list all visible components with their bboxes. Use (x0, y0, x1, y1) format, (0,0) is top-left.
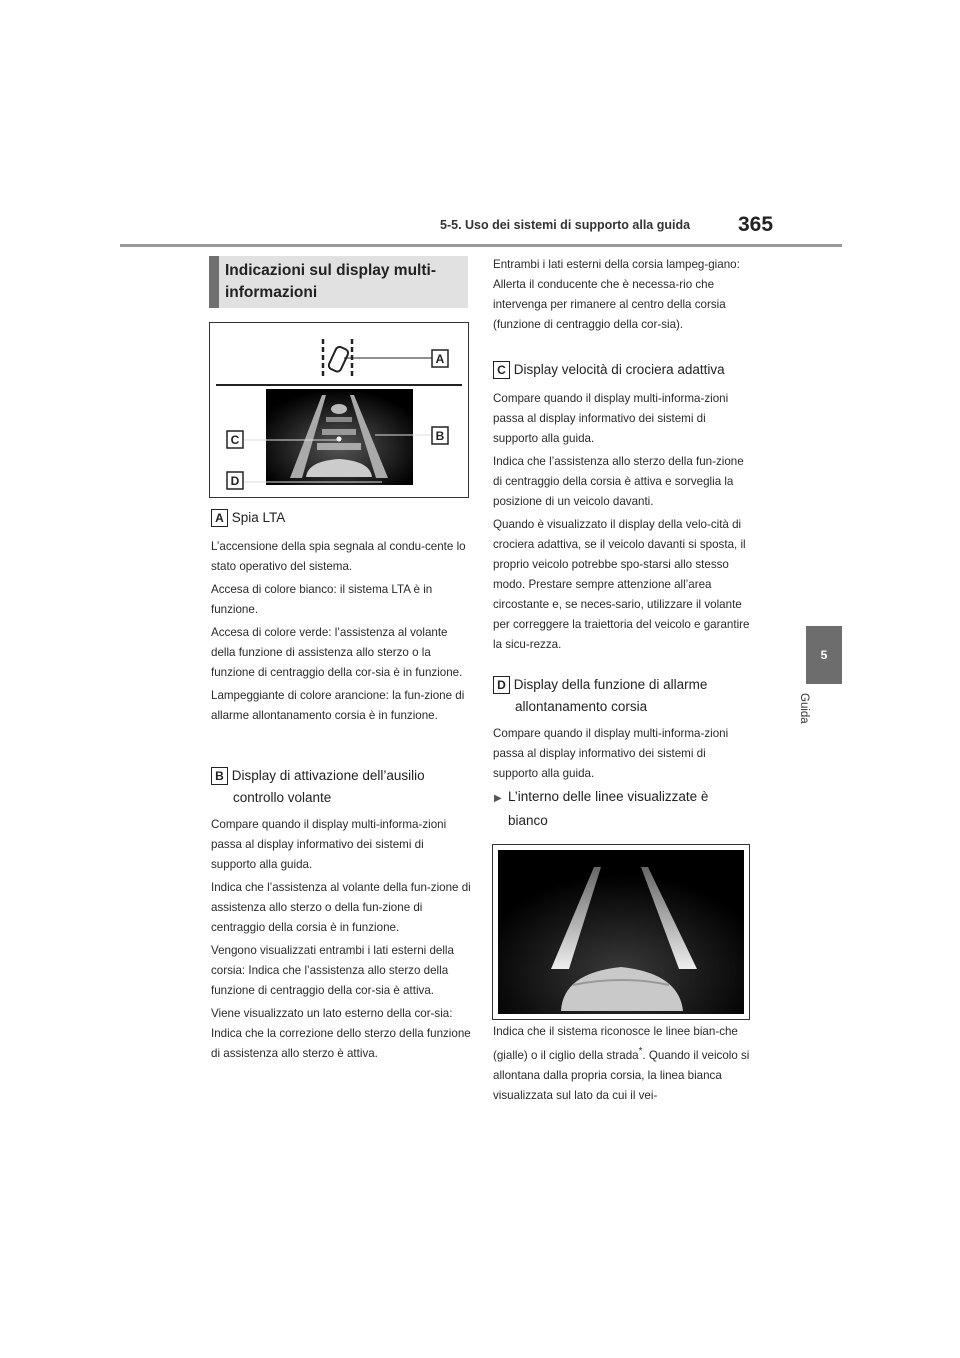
item-b-title-line2: controllo volante (233, 790, 332, 805)
item-d-letter: D (493, 676, 510, 694)
item-b-heading (211, 765, 471, 809)
item-c-heading (493, 359, 753, 381)
callout-a (432, 350, 448, 367)
paragraph: L’accensione della spia segnala al condu-cente lo stato operativo del sistema. (211, 540, 466, 573)
chapter-tab: 5 (806, 626, 842, 684)
paragraph: Viene visualizzato un lato esterno della cor-sia: Indica che la correzione dello sterzo della funzione di assistenza allo sterzo è attiva. (211, 1007, 471, 1060)
item-d (493, 674, 753, 787)
lead-vehicle (331, 404, 347, 414)
section-title: Indicazioni sul display multi-informazioni (225, 262, 436, 301)
item-d-body (493, 724, 753, 784)
figure-display-indicators (209, 322, 469, 498)
item-c-title: Display velocità di crociera adattiva (513, 362, 725, 377)
item-d-title-line1: Display della funzione di allarme (513, 677, 708, 692)
item-b-body (211, 815, 471, 1064)
paragraph: Accesa di colore verde: l’assistenza al volante della funzione di assistenza allo sterzo o la funzione di centraggio della cor-sia è in funzione. (211, 626, 463, 679)
paragraph: Lampeggiante di colore arancione: la fun-zione di allarme allontanamento corsia è in funzione. (211, 689, 465, 722)
paragraph: Vengono visualizzati entrambi i lati esterni della corsia: Indica che l’assistenza allo sterzo della funzione di centraggio della cor-sia è attiva. (211, 944, 454, 997)
paragraph: Indica che l’assistenza al volante della fun-zione di assistenza allo sterzo o della fun-zione di centraggio della corsia è in funzione. (211, 881, 471, 934)
svg-text:C: C (230, 433, 240, 447)
item-b (211, 765, 471, 1067)
paragraph: Compare quando il display multi-informa-zioni passa al display informativo dei sistemi di supporto alla guida. (493, 727, 729, 780)
svg-text:A: A (435, 352, 445, 366)
footnote-marker: * (638, 1046, 643, 1057)
figure-lane-lines-white (492, 844, 750, 1020)
page-number: 365 (738, 213, 774, 236)
callout-d (227, 472, 243, 489)
paragraph: Accesa di colore bianco: il sistema LTA è in funzione. (211, 583, 433, 616)
last-para-text: Indica che il sistema riconosce le linee bian-che (gialle) o il ciglio della strada (493, 1025, 738, 1062)
item-a-title: Spia LTA (231, 510, 286, 525)
paragraph: Compare quando il display multi-informa-zioni passa al display informativo dei sistemi di supporto alla guida. (493, 392, 729, 445)
item-d-heading (493, 674, 753, 718)
item-c-body (493, 389, 753, 655)
callout-b (432, 427, 448, 444)
display-diagram (210, 323, 468, 497)
bullet-line2: bianco (508, 813, 548, 828)
lane-lines-diagram (493, 845, 749, 1019)
paragraph: Indica che l’assistenza allo sterzo della fun-zione di centraggio della corsia è attiva e sorveglia la posizione di un veicolo davanti. (493, 455, 744, 508)
vehicle-position-dot (337, 437, 342, 442)
item-a-heading (211, 507, 471, 529)
paragraph: Compare quando il display multi-informa-zioni passa al display informativo dei sistemi di supporto alla guida. (211, 818, 447, 871)
item-c-letter: C (493, 361, 510, 379)
item-a (211, 507, 471, 729)
last-paragraph (493, 1022, 755, 1106)
bullet-heading (494, 786, 754, 832)
svg-text:D: D (230, 474, 240, 488)
item-b-continued: Entrambi i lati esterni della corsia lampeg-giano: Allerta il conducente che è necessa-rio che intervenga per rimanere al centro della corsia (funzione di centraggio della cor-sia). (493, 258, 740, 331)
paragraph: Quando è visualizzato il display della velo-cità di crociera adattiva, se il veicolo davanti si sposta, il proprio veicolo potrebbe spo-starsi allo stesso modo. Prestare sempre attenzione all’area circostante e, se neces-sario, utilizzare il volante per correggere la traiettoria del veicolo e garantire la sicu-rezza. (493, 518, 750, 651)
triangle-bullet-icon: ▶ (494, 793, 502, 804)
last-para-text-cont: . Quando il veicolo si allontana dalla propria corsia, la linea bianca visualizzata sul lato da cui il vei- (493, 1048, 750, 1102)
item-a-body (211, 537, 471, 726)
running-header-section: 5-5. Uso dei sistemi di supporto alla guida (440, 218, 691, 232)
item-c (493, 359, 753, 658)
chapter-label: Guida (798, 693, 810, 724)
svg-text:B: B (435, 429, 445, 443)
item-d-title-line2: allontanamento corsia (515, 699, 648, 714)
item-a-letter: A (211, 509, 228, 527)
item-b-letter: B (211, 767, 228, 785)
section-title-bar (209, 256, 219, 308)
bullet-line1: L’interno delle linee visualizzate è (508, 789, 709, 804)
header-rule (120, 244, 842, 247)
callout-c (227, 431, 243, 448)
item-b-title-line1: Display di attivazione dell’ausilio (231, 768, 425, 783)
